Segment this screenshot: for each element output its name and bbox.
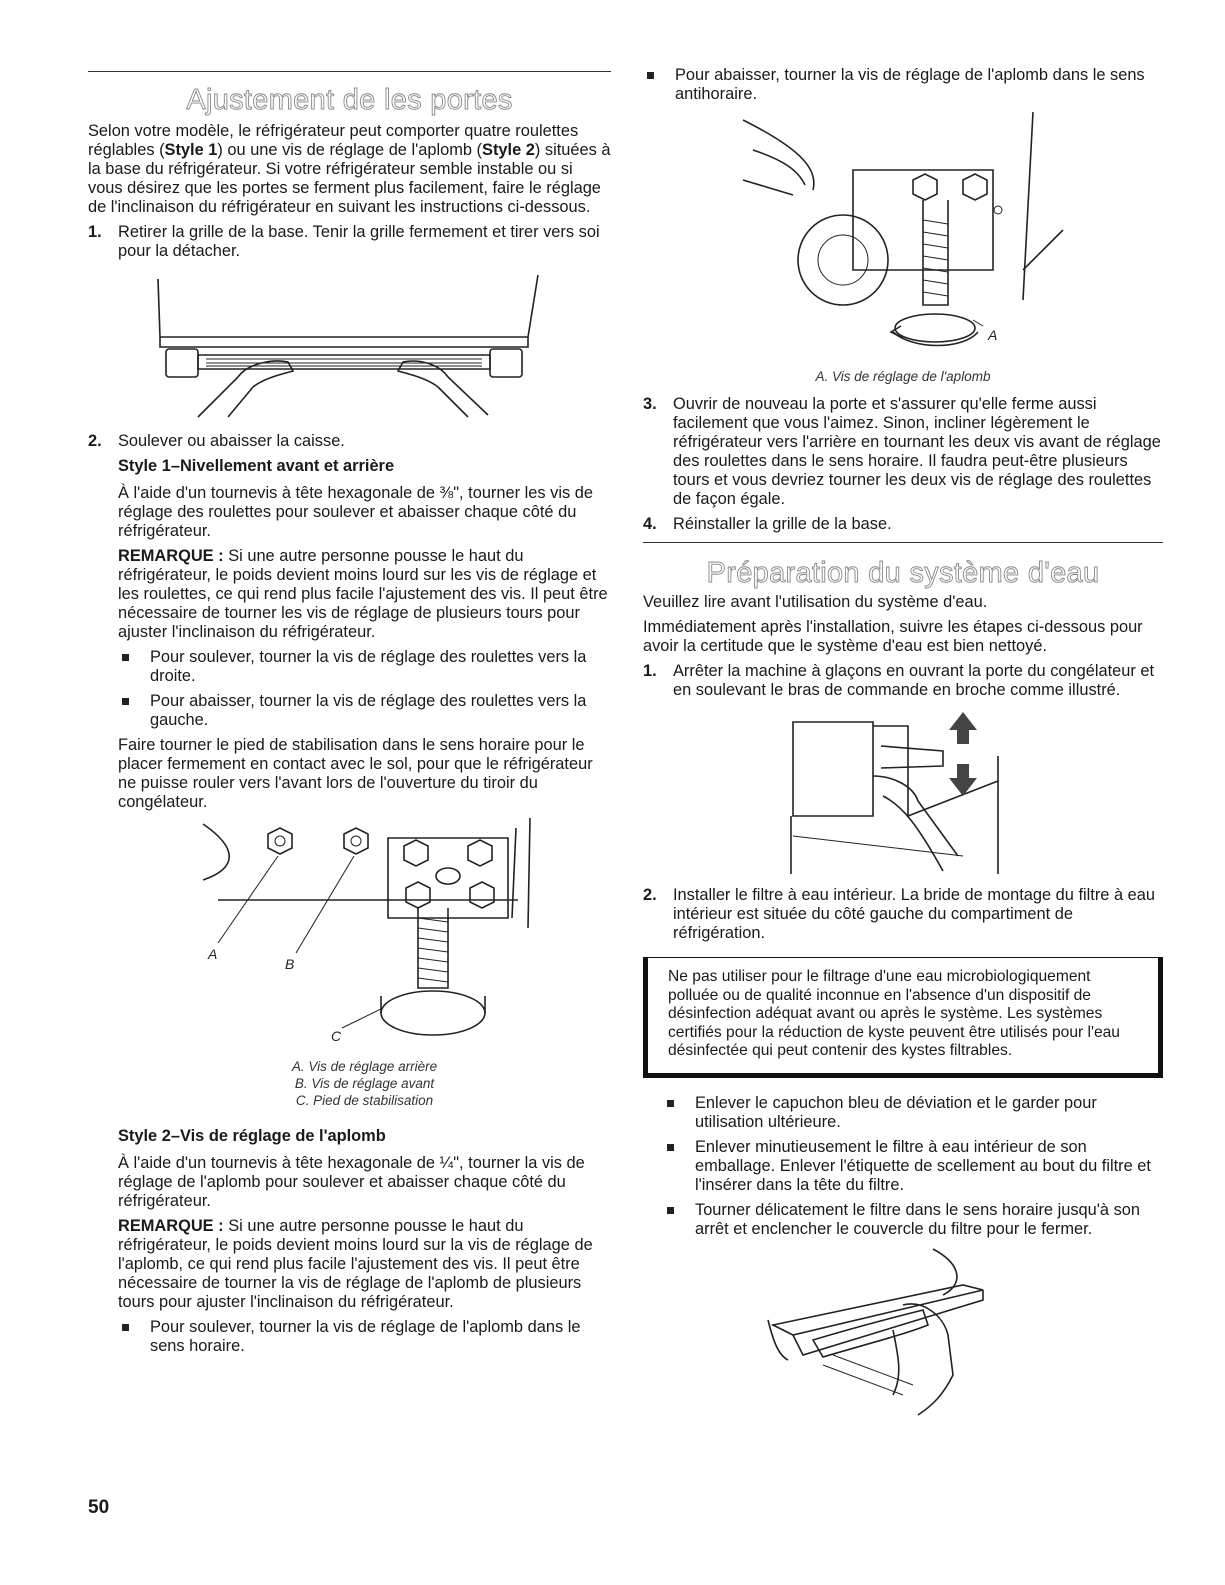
step-3: 3. Ouvrir de nouveau la porte et s'assurer qu'elle ferme aussi facilement que vous l'aimez. Sinon, incliner légèrement le réfrigérateur vers l'arrière en tournant les deux vis avant de réglage des roulettes dans le sens horaire. Il faudra peut-être plusieurs tours et vous devriez tourner les deux vis de réglage des roulettes de façon égale. [643, 395, 1161, 508]
read-before-text: Veuillez lire avant l'utilisation du système d'eau. [643, 593, 988, 611]
figure-caption: A. Vis de réglage arrière B. Vis de réglage avant C. Pied de stabilisation [291, 1059, 438, 1108]
section-rule-2 [643, 542, 1163, 543]
icemaker-figure [643, 706, 1163, 886]
after-install-text: Immédiatement après l'installation, suivre les étapes ci-dessous pour avoir la certitude que le système d'eau est bien nettoyé. [643, 618, 1143, 655]
remark-2: REMARQUE : Si une autre personne pousse le haut du réfrigérateur, le poids devient moins lourd sur la vis de réglage de l'aplomb, ce qui rend plus facile l'ajustement des vis. Il peut être nécessaire de tourner la vis de réglage de l'aplomb de plusieurs tours pour ajuster l'inclinaison du réfrigérateur. [118, 1217, 593, 1311]
style2-heading: Style 2–Vis de réglage de l'aplomb [118, 1127, 386, 1145]
filter-install-figure [663, 1245, 1163, 1420]
water-step-2: 2. Installer le filtre à eau intérieur. La bride de montage du filtre à eau intérieur est située du côté gauche du compartiment de réfrigération. [643, 886, 1155, 942]
stabilizer-text: Faire tourner le pied de stabilisation dans le sens horaire pour le placer fermement en contact avec le sol, pour que le réfrigérateur ne puisse rouler vers l'avant lors de l'ouverture du tiroir du congélateur. [118, 736, 593, 811]
bullet-lower-rollers: Pour abaisser, tourner la vis de réglage des roulettes vers la gauche. [118, 692, 611, 730]
bullet-raise-rollers: Pour soulever, tourner la vis de réglage des roulettes vers la droite. [118, 648, 611, 686]
warning-box: Ne pas utiliser pour le filtrage d'une eau microbiologiquement polluée ou de qualité inconnue en l'absence d'un dispositif de désinfection adéquat avant ou après le système. Les systèmes certifiés pour la réduction de kyste peuvent être utilisés pour l'eau désinfectée qui peut contenir des kystes filtrables. [643, 957, 1163, 1078]
label-a-level: A [988, 327, 998, 343]
leveling-screw-figure [643, 110, 1163, 366]
section-title-water: Préparation du système d'eau [706, 557, 1100, 589]
step-2: 2. Soulever ou abaisser la caisse. [88, 432, 345, 450]
label-c: C [331, 1028, 342, 1044]
rear-screw-icon [268, 828, 292, 854]
style1-text: À l'aide d'un tournevis à tête hexagonale de ⅜", tourner les vis de réglage des roulettes pour soulever et abaisser chaque côté du réfrigérateur. [118, 484, 593, 540]
section-rule [88, 71, 611, 72]
front-screw-icon [344, 828, 368, 854]
right-column [643, 0, 1163, 1420]
label-b: B [285, 956, 295, 972]
page-number: 50 [88, 1497, 110, 1518]
roller-adjust-figure [118, 818, 611, 1058]
bullet-lower-level: Pour abaisser, tourner la vis de réglage de l'aplomb dans le sens antihoraire. [643, 66, 1163, 104]
section-title-doors: Ajustement de les portes [186, 84, 513, 116]
left-column [88, 0, 611, 1362]
bullet-raise-level: Pour soulever, tourner la vis de réglage de l'aplomb dans le sens horaire. [118, 1318, 611, 1356]
leveling-figure-caption: A. Vis de réglage de l'aplomb [815, 369, 991, 384]
water-step-1: 1. Arrêter la machine à glaçons en ouvrant la porte du congélateur et en soulevant le bras de commande en broche comme illustré. [643, 662, 1155, 699]
bullet-remove-cap: Enlever le capuchon bleu de déviation et le garder pour utilisation ultérieure. [663, 1094, 1163, 1132]
style2-text: À l'aide d'un tournevis à tête hexagonale de ¼", tourner la vis de réglage de l'aplomb pour soulever et abaisser chaque côté du réfrigérateur. [118, 1154, 585, 1210]
remark-1: REMARQUE : Si une autre personne pousse le haut du réfrigérateur, le poids devient moins lourd sur les vis de réglage et les roulettes, ce qui rend plus facile l'ajustement des vis. Il peut être nécessaire de tourner les vis de réglage de plusieurs tours pour ajuster l'inclinaison du réfrigérateur. [118, 547, 608, 641]
intro-paragraph: Selon votre modèle, le réfrigérateur peut comporter quatre roulettes réglables (Style 1) ou une vis de réglage de l'aplomb (Style 2) situées à la base du réfrigérateur. Si votre réfrigérateur semble instable ou si vous désirez que les portes se ferment plus facilement, faire le réglage de l'inclinaison du réfrigérateur en suivant les instructions ci-dessous. [88, 122, 611, 216]
bullet-unpack-filter: Enlever minutieusement le filtre à eau intérieur de son emballage. Enlever l'étiquette de scellement au bout du filtre et l'insérer dans la tête du filtre. [663, 1138, 1163, 1195]
step-1: 1. Retirer la grille de la base. Tenir la grille fermement et tirer vers soi pour la détacher. [88, 223, 600, 260]
step-4: 4. Réinstaller la grille de la base. [643, 515, 892, 533]
grille-removal-figure [88, 267, 611, 432]
bullet-turn-filter: Tourner délicatement le filtre dans le sens horaire jusqu'à son arrêt et enclencher le couvercle du filtre pour le fermer. [663, 1201, 1163, 1239]
style1-heading: Style 1–Nivellement avant et arrière [118, 457, 395, 475]
label-a: A [208, 946, 218, 962]
